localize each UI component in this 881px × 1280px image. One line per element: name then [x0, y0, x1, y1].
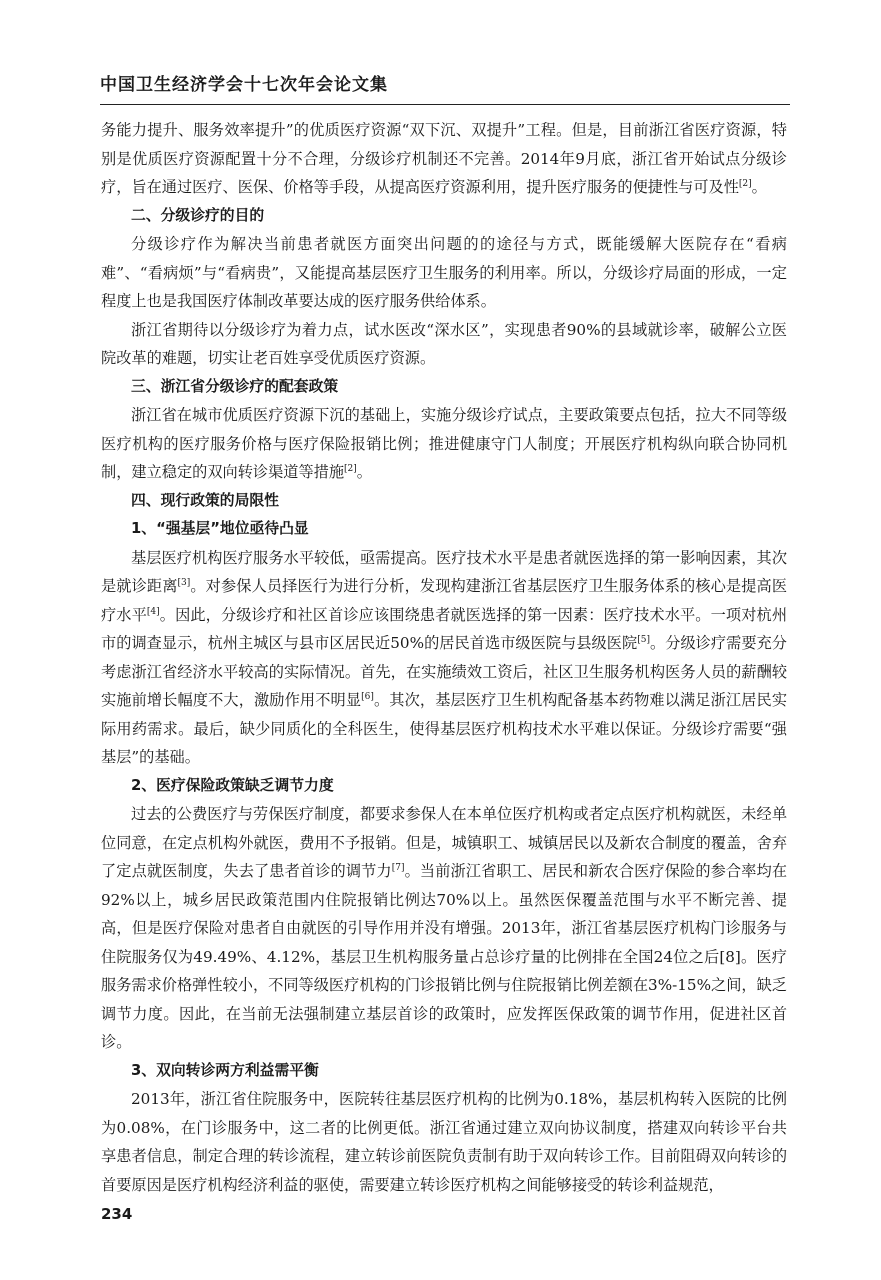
citation: [5] [637, 635, 650, 645]
citation: [2] [344, 464, 357, 474]
subsection-heading: 2、医疗保险政策缺乏调节力度 [131, 776, 334, 794]
paragraph [101, 116, 787, 202]
paragraph-text: 浙江省在城市优质医疗资源下沉的基础上，实施分级诊疗试点，主要政策要点包括，拉大不同等级医疗机构的医疗服务价格与医疗保险报销比例；推进健康守门人制度；开展医疗机构纵向联合协同机制，建立稳定的双向转诊渠道等措施 [101, 406, 787, 481]
citation: [4] [146, 606, 160, 617]
subsection-heading: 1、“强基层”地位亟待凸显 [131, 520, 309, 537]
subsection-heading: 3、双向转诊两方利益需平衡 [131, 1061, 319, 1079]
body-text [101, 116, 787, 1199]
paragraph-text: 。其次，基层医疗卫生机构配备基本药物难以满足浙江居民实际用药需求。最后，缺少同质化的全科医生，使得基层医疗机构技术水平难以保证。分级诊疗需要“强基层”的基础。 [101, 691, 788, 766]
citation: [7] [391, 863, 405, 873]
section-heading: 三、浙江省分级诊疗的配套政策 [131, 377, 339, 395]
paragraph-text: 。分级诊疗需要充分考虑浙江省经济水平较高的实际情况。首先，在实施绩效工资后，社区卫生服务机构医务人员的薪酬较实施前增长幅度不大，激励作用不明显 [101, 634, 787, 709]
paragraph-text: 。当前浙江省职工、居民和新农合医疗保险的参合率均在92%以上，城乡居民政策范围内住院报销比例达70%以上。虽然医保覆盖范围与水平不断完善、提高，但是医疗保险对患者自由就医的引导作用并没有增强。2013年，浙江省基层医疗机构门诊服务与住院服务仅为49.49%、4.12%，基层卫生机构服务量占总诊疗量的比例排在全国24位之后[8]。医疗服务需求价格弹性较小，不同等级医疗机构的门诊报销比例与住院报销比例差额在3%-15%之间，缺乏调节力度。因此，在当前无法强制建立基层首诊的政策时，应发挥医保政策的调节作用，促进社区首诊。 [101, 862, 788, 1051]
paragraph-text: 基层医疗机构医疗服务水平较低，亟需提高。医疗技术水平是患者就医选择的第一影响因素，其次是就诊距离 [101, 548, 787, 595]
punctuation: 。 [751, 178, 767, 196]
citation: [3] [177, 578, 191, 588]
paragraph: 2013年，浙江省住院服务中，医院转往基层医疗机构的比例为0.18%，基层机构转入医院的比例为0.08%，在门诊服务中，这二者的比例更低。浙江省通过建立双向协议制度，搭建双向转诊平台共享患者信息，制定合理的转诊流程，建立转诊前医院负责制有助于双向转诊工作。目前阻碍双向转诊的首要原因是医疗机构经济利益的驱使，需要建立转诊医疗机构之间能够接受的转诊利益规范， [101, 1090, 787, 1194]
punctuation: 。 [356, 463, 372, 481]
citation: [6] [361, 692, 374, 702]
paragraph-text: 。对参保人员择医行为进行分析，发现构建浙江省基层医疗卫生服务体系的核心是提高医疗水平 [101, 577, 788, 624]
paragraph: 分级诊疗作为解决当前患者就医方面突出问题的的途径与方式，既能缓解大医院存在“看病难”、“看病烦”与“看病贵”，又能提高基层医疗卫生服务的利用率。所以，分级诊疗局面的形成，一定程度上也是我国医疗体制改革要达成的医疗服务供给体系。 [101, 235, 787, 310]
citation: [2] [738, 179, 752, 189]
paragraph: 浙江省期待以分级诊疗为着力点，试水医改“深水区”，实现患者90%的县域就诊率，破解公立医院改革的难题，切实让老百姓享受优质医疗资源。 [101, 320, 787, 367]
page-number: 234 [101, 1205, 133, 1223]
running-header: 中国卫生经济学会十七次年会论文集 [100, 70, 790, 105]
section-heading: 二、分级诊疗的目的 [131, 206, 265, 224]
section-heading: 四、现行政策的局限性 [131, 491, 279, 509]
paragraph-text: 过去的公费医疗与劳保医疗制度，都要求参保人在本单位医疗机构或者定点医疗机构就医，未经单位同意，在定点机构外就医，费用不予报销。但是，城镇职工、城镇居民以及新农合制度的覆盖，舍弃了定点就医制度，失去了患者首诊的调节力 [101, 805, 787, 880]
paragraph-text: 。因此，分级诊疗和社区首诊应该围绕患者就医选择的第一因素：医疗技术水平。一项对杭州市的调查显示，杭州主城区与县市区居民近50%的居民首选市级医院与县级医院 [101, 605, 788, 652]
paragraph [101, 544, 787, 772]
paragraph [101, 800, 787, 1057]
paragraph-text: 务能力提升、服务效率提升”的优质医疗资源“双下沉、双提升”工程。但是，目前浙江省医疗资源，特别是优质医疗资源配置十分不合理，分级诊疗机制还不完善。2014年9月底，浙江省开始试点分级诊疗，旨在通过医疗、医保、价格等手段，从提高医疗资源利用，提升医疗服务的便捷性与可及性 [101, 121, 787, 196]
paragraph [101, 401, 787, 487]
